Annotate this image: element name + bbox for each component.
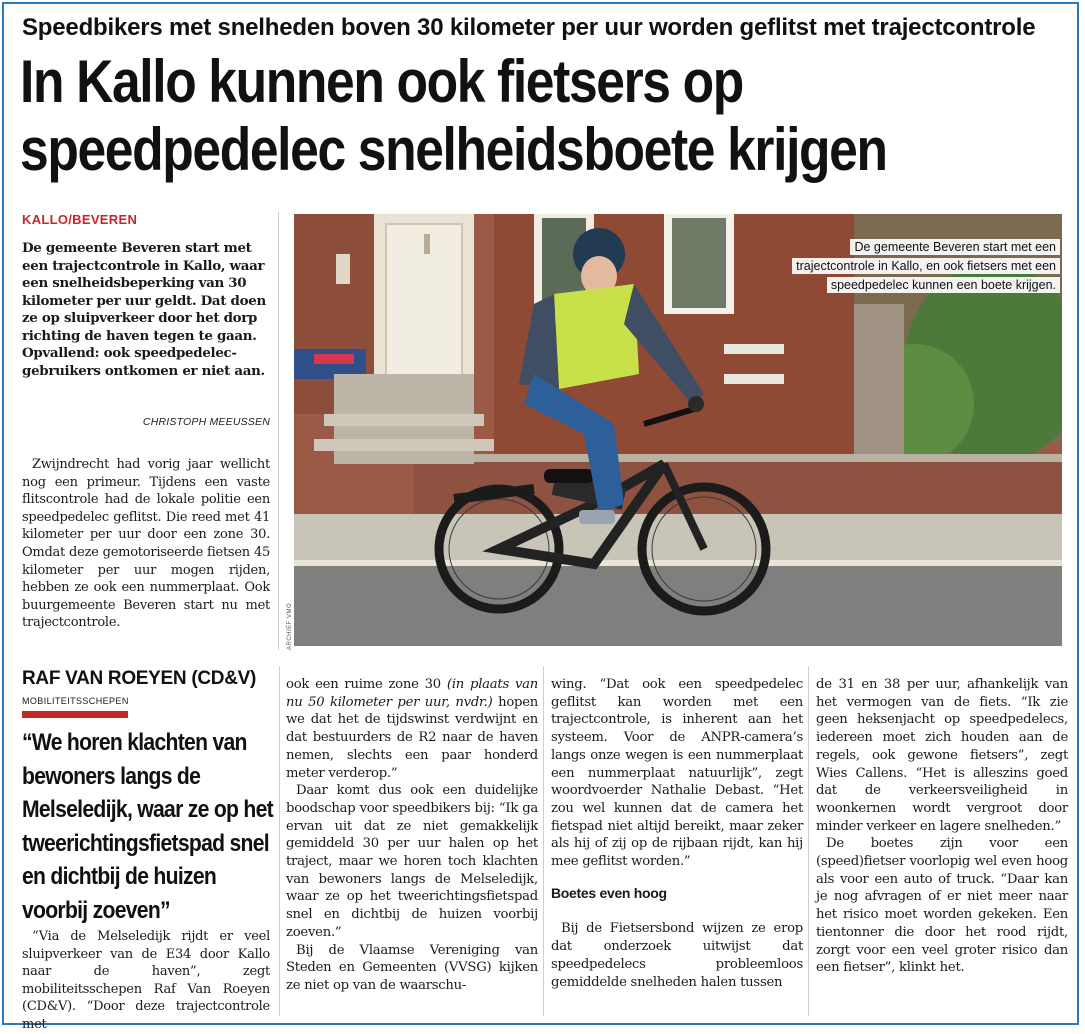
headline <box>20 48 919 184</box>
text-run: ook een ruime zone 30 <box>286 677 447 692</box>
editor-note: (in plaats van nu 50 kilometer per uur, nvdr.) <box>286 677 538 710</box>
byline: CHRISTOPH MEEUSSEN <box>142 416 270 428</box>
kicker: Speedbikers met snelheden boven 30 kilometer per uur worden geflitst met trajectcontrole <box>22 14 1036 41</box>
body-intro: Zwijndrecht had vorig jaar wellicht nog een primeur. Tijdens een vaste flitscontrole had de lokale politie een speedpedelec geflitst. Die reed met 41 kilometer per uur door een zone 30. Omdat deze gemotoriseerde fietsen 45 kilometer per uur mogen rijden, hebben ze ook een nummerplaat. Ook buurgemeente Beveren start nu met trajectcontrole. <box>22 457 270 631</box>
photo-caption-text: De gemeente Beveren start met een trajectcontrole in Kallo, en ook fietsers met een speedpedelec kunnen een boete krijgen. <box>792 239 1060 293</box>
column-divider <box>808 666 809 1016</box>
paragraph: de 31 en 38 per uur, afhankelijk van het vermogen van de fiets. “Ik zie geen heksenjacht op speedpedelecs, iedereen moet zich houden aan de regels, ook gewone fietsers”, zegt Wies Callens. “Het is alleszins goed dat de verkeersveiligheid in woonkernen wordt vergroot door minder verkeer en lagere snelheden.” <box>816 677 1068 834</box>
column-divider <box>278 212 279 650</box>
paragraph: Bij de Vlaamse Vereniging van Steden en Gemeenten (VVSG) kijken ze niet op van de waarschu- <box>286 942 538 993</box>
paragraph: wing. “Dat ook een speedpedelec geflitst kan worden met een trajectcontrole, is inherent aan het systeem. Voor de ANPR-camera’s langs onze wegen is een nummerplaat een nummerplaat natuurlijk”, zegt woordvoerder Nathalie Debast. “Het zou wel kunnen dat de camera het fietspad niet altijd bereikt, maar zeker als hij of zij op de rijbaan rijdt, kan hij mee geflitst worden.” <box>551 677 803 870</box>
quote-speaker-role: MOBILITEITSSCHEPEN <box>22 696 129 706</box>
accent-bar <box>22 711 128 718</box>
paragraph: De boetes zijn voor een (speed)fietser voorlopig wel even hoog als voor een auto of truck. “Daar kan je nog afvragen of er niet meer naar het risico moet worden gekeken. Een tientonner die door het rood rijdt, zorgt voor een veel groter risico dan een fietser”, klinkt het. <box>816 836 1068 976</box>
pull-quote: “We horen klachten van bewoners langs de Melseledijk, waar ze op het tweerichtingsfietspad snel en dichtbij de huizen voorbij zoeven” <box>22 729 273 924</box>
column-3 <box>551 676 803 991</box>
text-run: hopen we dat het de tijdswinst verdwijnt en dat bestuurders de R2 naar de haven nemen, slechts een paar honderd meter verderop.” <box>286 694 538 781</box>
headline-line-2: speedpedelec snelheidsboete krijgen <box>20 116 887 183</box>
quote-speaker-name: RAF VAN ROEYEN (CD&V) <box>22 668 257 689</box>
photo-credit: ARCHIEF VMO <box>287 602 293 650</box>
paragraph: Bij de Fietsersbond wijzen ze erop dat onderzoek uitwijst dat speedpedelecs probleemloos gemiddelde snelheden halen tussen <box>551 921 803 990</box>
section-label: KALLO/BEVEREN <box>22 212 138 227</box>
column-4 <box>816 676 1068 977</box>
column-2 <box>286 676 538 995</box>
column-divider <box>279 666 280 1016</box>
body-after-quote: “Via de Melseledijk rijdt er veel sluipverkeer van de E34 door Kallo naar de haven”, zegt mobiliteitsschepen Raf Van Roeyen (CD&V). “Door deze trajectcontrole met <box>22 929 270 1032</box>
headline-line-1: In Kallo kunnen ook fietsers op <box>20 48 743 115</box>
photo-caption <box>780 238 1060 295</box>
column-divider <box>543 666 544 1016</box>
paragraph: Daar komt dus ook een duidelijke boodschap voor speedbikers bij: “Ik ga ervan uit dat ze niet gemakkelijk gemiddeld 30 per uur halen op het traject, maar we horen toch klachten van bewoners langs de Melseledijk, waar ze op het tweerichtingsfietspad snel en dichtbij de huizen voorbij zoeven.” <box>286 783 538 940</box>
paragraph <box>286 676 538 782</box>
subheading: Boetes even hoog <box>551 884 667 901</box>
lede: De gemeente Beveren start met een trajectcontrole in Kallo, waar een snelheidsbeperking van 30 kilometer per uur geldt. Dat doen ze op sluipverkeer door het dorp richting de haven tegen te gaan. Opvallend: ook speedpedelec-gebruikers ontkomen er niet aan. <box>22 240 266 379</box>
